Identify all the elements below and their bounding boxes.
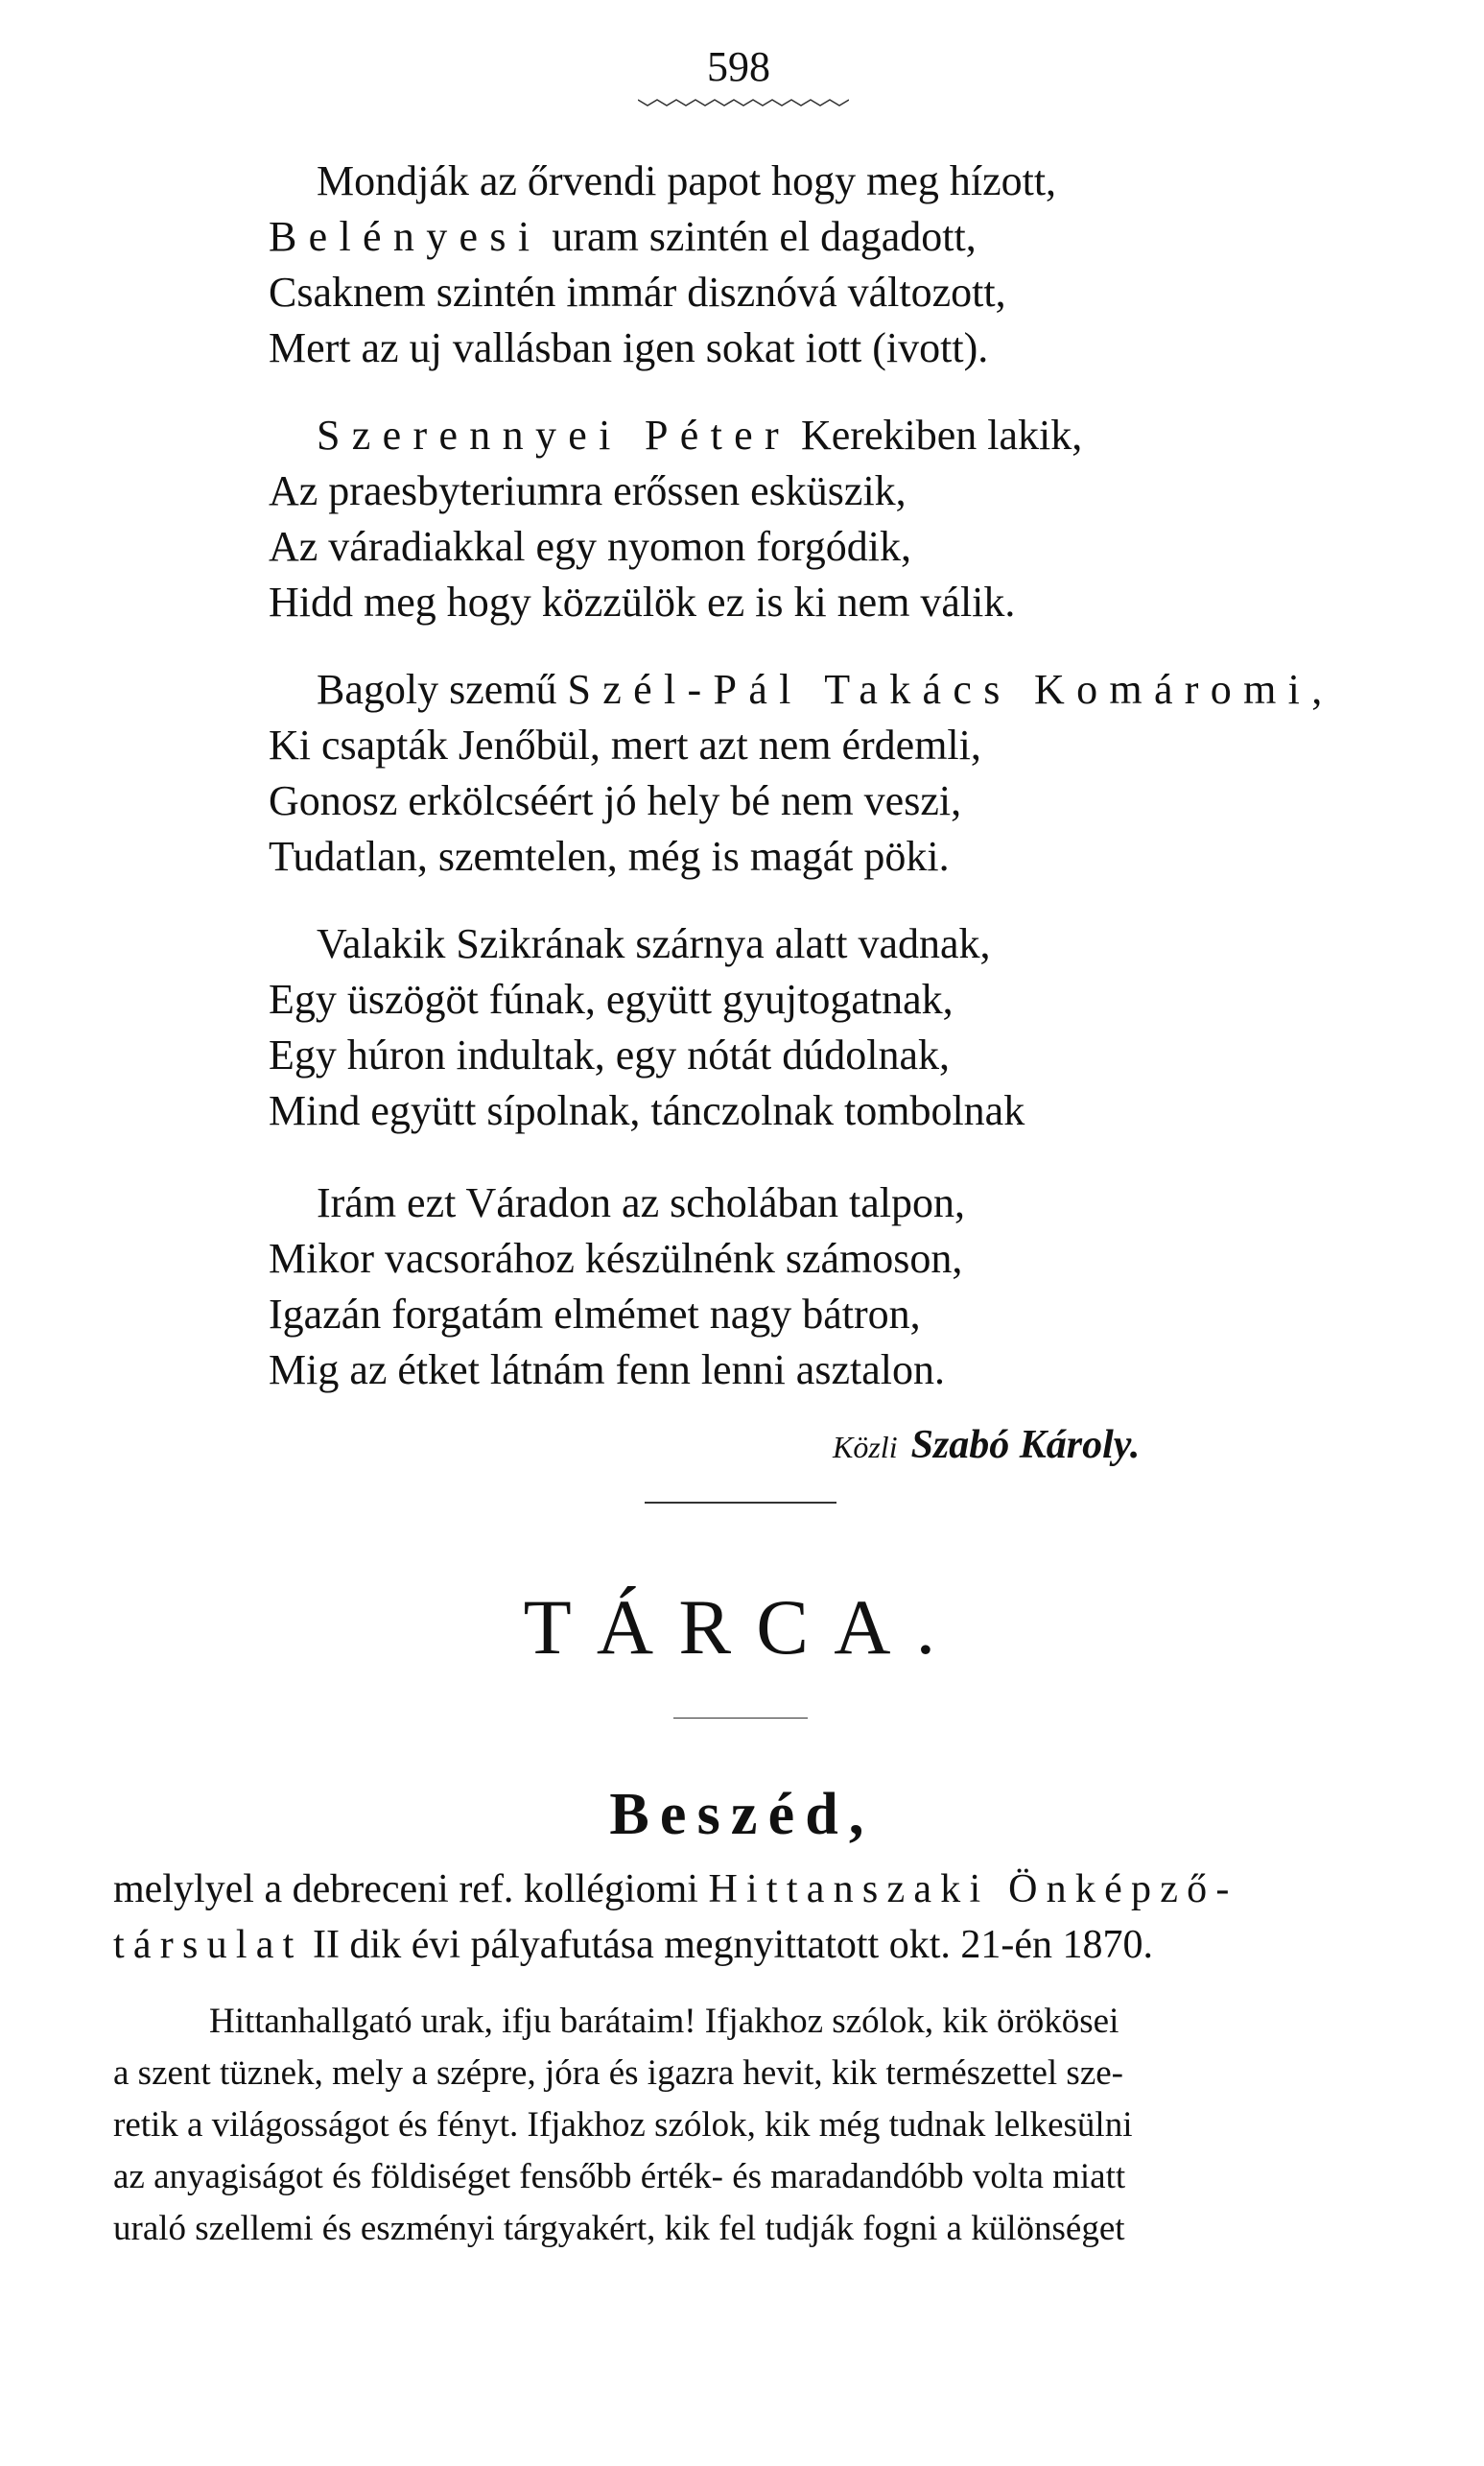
subtitle-line xyxy=(113,1917,1370,1973)
divider xyxy=(645,1502,836,1504)
poem-line-rest: , xyxy=(1311,666,1323,713)
body-line: a szent tüznek, mely a szépre, jóra és igazra hevit, kik természettel sze- xyxy=(113,2053,1123,2093)
poem-name: Belényesi xyxy=(269,213,542,260)
divider xyxy=(673,1718,808,1719)
page-number: 598 xyxy=(707,43,770,90)
body-line: retik a világosságot és fényt. Ifjakhoz szólok, kik még tudnak lelkesülni xyxy=(113,2105,1133,2145)
poem-stanza-4 xyxy=(269,916,1372,1139)
body-line: az anyagiságot és földiséget fensőbb érték- és maradandóbb volta miatt xyxy=(113,2157,1126,2196)
poem-line: Mondják az őrvendi papot hogy meg hízott, xyxy=(317,157,1057,204)
author-name: Szabó Károly. xyxy=(910,1423,1141,1467)
poem-line: Hidd meg hogy közzülök ez is ki nem válik. xyxy=(269,579,1016,626)
poem-stanza-2 xyxy=(269,408,1372,630)
poem-line: Egy üszögöt fúnak, együtt gyujtogatnak, xyxy=(269,976,954,1023)
subtitle-rest: II dik évi pályafutása megnyittatott okt. 21-én 1870. xyxy=(302,1923,1153,1967)
page-number-ornament xyxy=(638,98,849,107)
poem-stanza-3 xyxy=(269,662,1372,885)
poem-line: Egy húron indultak, egy nótát dúdolnak, xyxy=(269,1031,950,1079)
poem-stanza-5 xyxy=(269,1175,1372,1398)
poem-line xyxy=(269,662,1372,718)
poem-line: Ki csapták Jenőbül, mert azt nem érdemli, xyxy=(269,722,981,769)
society-name: Hittanszaki Önképző- xyxy=(708,1867,1238,1911)
poem-line: Igazán forgatám elmémet nagy bátron, xyxy=(269,1291,921,1338)
body-line: uraló szellemi és eszményi tárgyakért, kik fel tudják fogni a különséget xyxy=(113,2209,1125,2248)
speech-body xyxy=(113,1996,1370,2255)
poem-line: Mind együtt sípolnak, tánczolnak tombolnak xyxy=(269,1087,1025,1134)
poem-line xyxy=(269,209,1372,265)
poem-line: Mikor vacsorához készülnénk számoson, xyxy=(269,1235,963,1282)
poem-line: Irám ezt Váradon az scholában talpon, xyxy=(317,1179,966,1226)
speech-title: Beszéd, xyxy=(609,1782,875,1847)
poem-line: Mert az uj vallásban igen sokat iott (ivott). xyxy=(269,324,989,371)
poem-line-rest: Kerekiben lakik, xyxy=(790,412,1083,459)
body-line: Hittanhallgató urak, ifju barátaim! Ifjakhoz szólok, kik örökösei xyxy=(209,2002,1119,2041)
speech-subtitle xyxy=(113,1861,1370,1973)
poem-line-prefix: Bagoly szemű xyxy=(317,666,568,713)
poem-line: Tudatlan, szemtelen, még is magát pöki. xyxy=(269,833,950,880)
poem-line-rest: uram szintén el dagadott, xyxy=(541,213,977,260)
subtitle-line xyxy=(113,1861,1370,1917)
poem-line: Gonosz erkölcséért jó hely bé nem veszi, xyxy=(269,777,962,824)
poem-line: Az váradiakkal egy nyomon forgódik, xyxy=(269,523,912,570)
subtitle-prefix: melylyel a debreceni ref. kollégiomi xyxy=(113,1867,709,1911)
poem-line: Valakik Szikrának szárnya alatt vadnak, xyxy=(317,920,991,967)
society-name-cont: társulat xyxy=(113,1923,303,1967)
section-title: TÁRCA. xyxy=(523,1583,961,1671)
poem-line: Mig az étket látnám fenn lenni asztalon. xyxy=(269,1346,945,1393)
poem-line: Az praesbyteriumra erőssen esküszik, xyxy=(269,467,907,514)
communicated-by: Közli xyxy=(833,1430,898,1464)
poem-name: Szél-Pál Takács Komáromi xyxy=(567,666,1312,713)
poem-name: Szerennyei Péter xyxy=(317,412,790,459)
poem-stanza-1 xyxy=(269,154,1372,376)
poem-line: Csaknem szintén immár disznóvá változott, xyxy=(269,269,1006,316)
poem-signature xyxy=(833,1422,1140,1468)
poem-line xyxy=(269,408,1372,463)
